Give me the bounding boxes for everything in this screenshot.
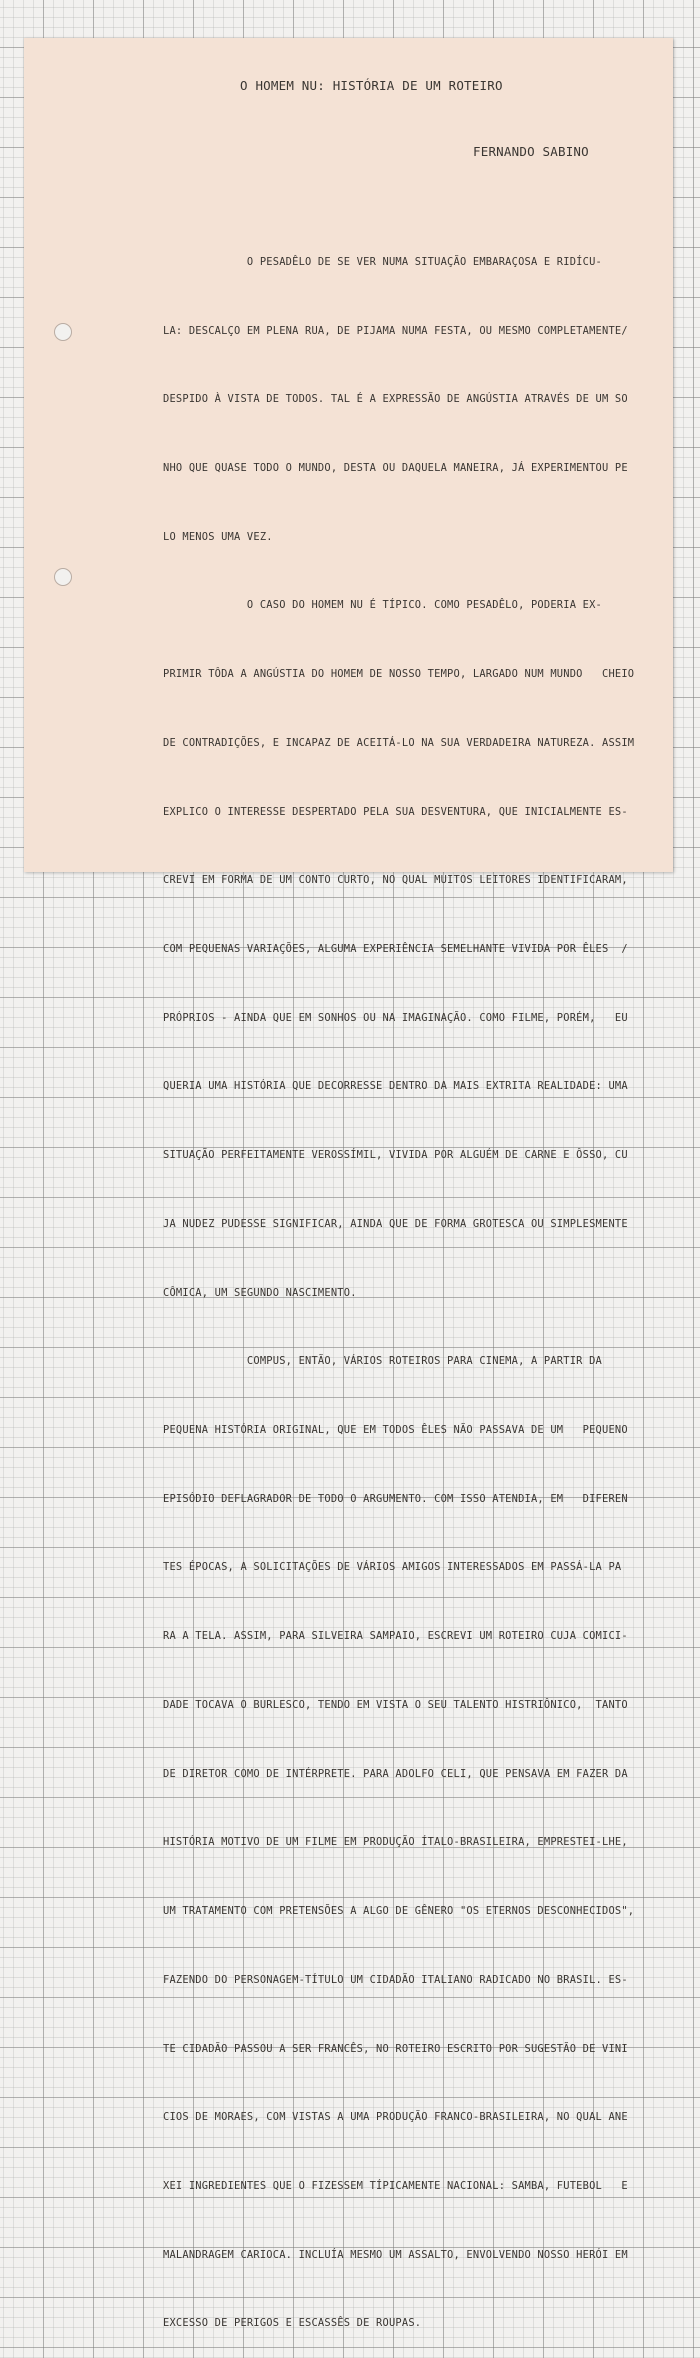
text-line: COM PEQUENAS VARIAÇÕES, ALGUMA EXPERIÊNCIA SEMELHANTE VIVIDA POR ÊLES / <box>163 943 628 955</box>
text-line: QUERIA UMA HISTÓRIA QUE DECORRESSE DENTRO DA MAIS EXTRITA REALIDADE: UMA <box>163 1080 628 1093</box>
text-line: DESPIDO À VISTA DE TODOS. TAL É A EXPRESSÃO DE ANGÚSTIA ATRAVÉS DE UM SO <box>163 393 628 406</box>
author-name: FERNANDO SABINO <box>473 144 589 159</box>
text-line: O PESADÊLO DE SE VER NUMA SITUAÇÃO EMBARAÇOSA E RIDÍCU- <box>163 255 602 268</box>
text-line: O CASO DO HOMEM NU É TÍPICO. COMO PESADÊLO, PODERIA EX- <box>163 599 602 612</box>
text-line: HISTÓRIA MOTIVO DE UM FILME EM PRODUÇÃO ÍTALO-BRASILEIRA, EMPRESTEI-LHE, <box>163 1836 628 1849</box>
text-line: EXCESSO DE PERIGOS E ESCASSÊS DE ROUPAS. <box>163 2317 422 2330</box>
text-line: MALANDRAGEM CARIOCA. INCLUÍA MESMO UM ASSALTO, ENVOLVENDO NOSSO HERÓI EM <box>163 2248 628 2261</box>
text-line: CIOS DE MORAES, COM VISTAS A UMA PRODUÇÃO FRANCO-BRASILEIRA, NO QUAL ANE <box>163 2111 628 2124</box>
text-line: EPISÓDIO DEFLAGRADOR DE TODO O ARGUMENTO. COM ISSO ATENDIA, EM DIFEREN <box>163 1492 628 1505</box>
text-line: TE CIDADÃO PASSOU A SER FRANCÊS, NO ROTEIRO ESCRITO POR SUGESTÃO DE VINI <box>163 2042 628 2055</box>
text-line: SITUAÇÃO PERFEITAMENTE VEROSSÍMIL, VIVIDA POR ALGUÉM DE CARNE E ÔSSO, CU <box>163 1149 628 1162</box>
text-line: JA NUDEZ PUDESSE SIGNIFICAR, AINDA QUE DE FORMA GROTESCA OU SIMPLESMENTE <box>163 1217 628 1230</box>
text-line: CREVI EM FORMA DE UM CONTO CURTO, NO QUAL MUITOS LEITORES IDENTIFICARAM, <box>163 874 628 887</box>
text-line: PRIMIR TÔDA A ANGÚSTIA DO HOMEM DE NOSSO TEMPO, LARGADO NUM MUNDO CHEIO <box>163 668 635 681</box>
text-line: CÔMICA, UM SEGUNDO NASCIMENTO. <box>163 1286 357 1299</box>
text-line: DADE TOCAVA O BURLESCO, TENDO EM VISTA O SEU TALENTO HISTRIÔNICO, TANTO <box>163 1698 628 1711</box>
document-title: O HOMEM NU: HISTÓRIA DE UM ROTEIRO <box>240 78 503 93</box>
punch-hole-bottom <box>54 568 72 586</box>
text-line: COMPUS, ENTÃO, VÁRIOS ROTEIROS PARA CINEMA, A PARTIR DA <box>163 1355 602 1368</box>
body-text <box>163 205 634 2358</box>
text-line: RA A TELA. ASSIM, PARA SILVEIRA SAMPAIO, ESCREVI UM ROTEIRO CUJA COMICI- <box>163 1630 628 1643</box>
text-line: DE DIRETOR COMO DE INTÉRPRETE. PARA ADOLFO CELI, QUE PENSAVA EM FAZER DA <box>163 1767 628 1780</box>
text-line: XEI INGREDIENTES QUE O FIZESSEM TÍPICAMENTE NACIONAL: SAMBA, FUTEBOL E <box>163 2179 628 2192</box>
text-line: NHO QUE QUASE TODO O MUNDO, DESTA OU DAQUELA MANEIRA, JÁ EXPERIMENTOU PE <box>163 461 628 474</box>
text-line: FAZENDO DO PERSONAGEM-TÍTULO UM CIDADÃO ITALIANO RADICADO NO BRASIL. ES- <box>163 1973 628 1986</box>
text-line: LO MENOS UMA VEZ. <box>163 530 273 543</box>
text-line: EXPLICO O INTERESSE DESPERTADO PELA SUA DESVENTURA, QUE INICIALMENTE ES- <box>163 805 628 818</box>
text-line: PEQUENA HISTÓRIA ORIGINAL, QUE EM TODOS ÊLES NÃO PASSAVA DE UM PEQUENO <box>163 1424 628 1437</box>
text-line: PRÓPRIOS - AINDA QUE EM SONHOS OU NA IMAGINAÇÃO. COMO FILME, PORÉM, EU <box>163 1011 628 1024</box>
text-line: TES ÉPOCAS, A SOLICITAÇÕES DE VÁRIOS AMIGOS INTERESSADOS EM PASSÁ-LA PA <box>163 1561 622 1574</box>
text-line: UM TRATAMENTO COM PRETENSÕES A ALGO DE GÊNERO "OS ETERNOS DESCONHECIDOS", <box>163 1905 635 1918</box>
text-line: DE CONTRADIÇÕES, E INCAPAZ DE ACEITÁ-LO NA SUA VERDADEIRA NATUREZA. ASSIM <box>163 736 635 749</box>
punch-hole-top <box>54 323 72 341</box>
text-line: LA: DESCALÇO EM PLENA RUA, DE PIJAMA NUMA FESTA, OU MESMO COMPLETAMENTE/ <box>163 324 628 337</box>
